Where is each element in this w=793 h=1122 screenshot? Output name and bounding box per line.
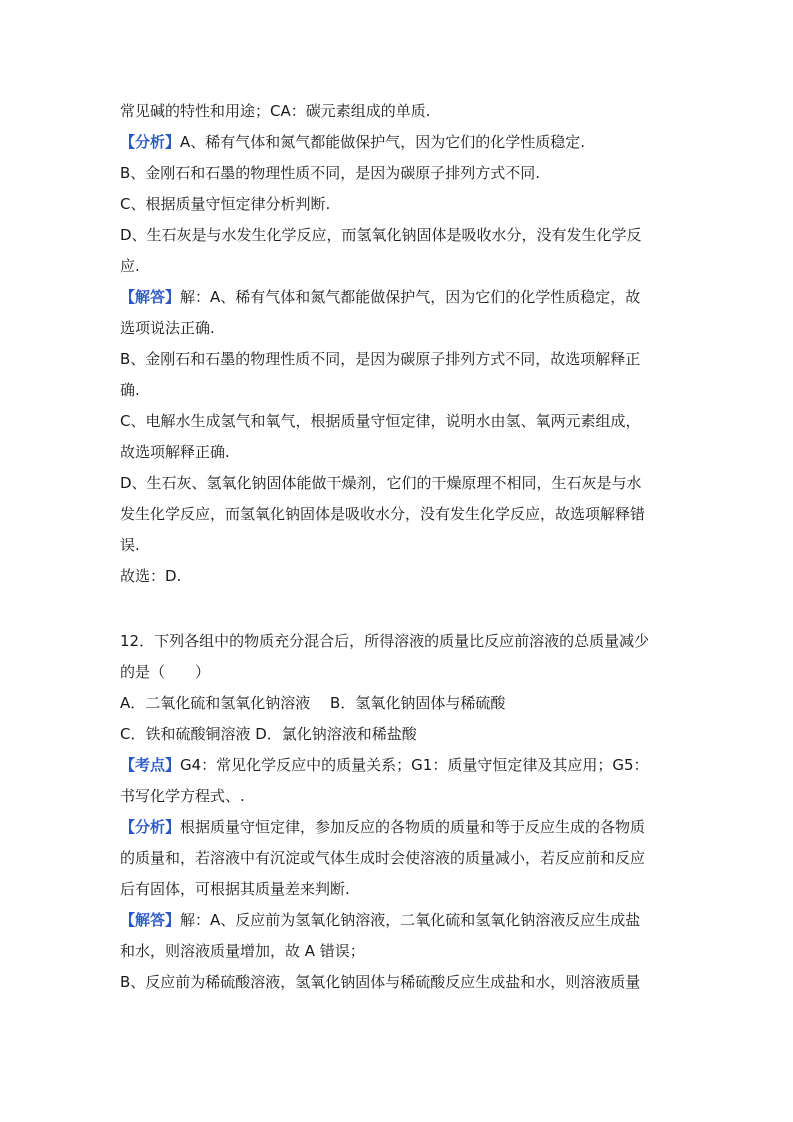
line-text: B、金刚石和石墨的物理性质不同，是因为碳原子排列方式不同. bbox=[120, 164, 541, 182]
line-text: 故选：D. bbox=[120, 567, 182, 585]
section-spacer bbox=[120, 592, 680, 623]
text-line bbox=[120, 812, 680, 843]
section-tag: 【考点】 bbox=[120, 756, 181, 774]
line-text: 书写化学方程式、. bbox=[120, 787, 245, 805]
line-text: 误. bbox=[120, 536, 140, 554]
text-line bbox=[120, 158, 680, 189]
text-line bbox=[120, 561, 680, 592]
line-text: D、生石灰是与水发生化学反应，而氢氧化钠固体是吸收水分，没有发生化学反 bbox=[120, 226, 642, 244]
line-text: 的质量和，若溶液中有沉淀或气体生成时会使溶液的质量减小，若反应前和反应 bbox=[120, 849, 646, 867]
text-line bbox=[120, 843, 680, 874]
text-line bbox=[120, 781, 680, 812]
section-tag: 【解答】 bbox=[120, 288, 181, 306]
option-line bbox=[120, 688, 680, 719]
question-12 bbox=[120, 626, 680, 998]
text-line bbox=[120, 936, 680, 967]
text-line bbox=[120, 499, 680, 530]
section-tag: 【解答】 bbox=[120, 911, 181, 929]
line-text: 解：A、反应前为氢氧化钠溶液，二氧化硫和氢氧化钠溶液反应生成盐 bbox=[180, 911, 641, 929]
line-text: A．二氧化硫和氢氧化钠溶液 B．氢氧化钠固体与稀硫酸 bbox=[120, 694, 506, 712]
line-text: 选项说法正确. bbox=[120, 319, 215, 337]
text-line bbox=[120, 189, 680, 220]
line-text: 解：A、稀有气体和氮气都能做保护气，因为它们的化学性质稳定，故 bbox=[180, 288, 641, 306]
text-line bbox=[120, 344, 680, 375]
line-text: G4：常见化学反应中的质量关系；G1：质量守恒定律及其应用；G5： bbox=[180, 756, 649, 774]
document-page bbox=[120, 96, 680, 998]
line-text: 故选项解释正确. bbox=[120, 443, 230, 461]
line-text: 应. bbox=[120, 257, 140, 275]
option-line bbox=[120, 719, 680, 750]
text-line bbox=[120, 657, 680, 688]
line-text: 常见碱的特性和用途；CA：碳元素组成的单质. bbox=[120, 102, 431, 120]
line-text: 发生化学反应，而氢氧化钠固体是吸收水分，没有发生化学反应，故选项解释错 bbox=[120, 505, 646, 523]
text-line bbox=[120, 626, 680, 657]
section-tag: 【分析】 bbox=[120, 818, 181, 836]
line-text: B、反应前为稀硫酸溶液，氢氧化钠固体与稀硫酸反应生成盐和水，则溶液质量 bbox=[120, 973, 641, 991]
line-text: B、金刚石和石墨的物理性质不同，是因为碳原子排列方式不同，故选项解释正 bbox=[120, 350, 641, 368]
text-line bbox=[120, 750, 680, 781]
line-text: 确. bbox=[120, 381, 140, 399]
text-line bbox=[120, 874, 680, 905]
line-text: 后有固体，可根据其质量差来判断. bbox=[120, 880, 350, 898]
text-line bbox=[120, 375, 680, 406]
line-text: C、根据质量守恒定律分析判断. bbox=[120, 195, 331, 213]
answer-section-q11 bbox=[120, 96, 680, 592]
line-text: 的是（ ） bbox=[120, 663, 211, 681]
text-line bbox=[120, 313, 680, 344]
line-text: 和水，则溶液质量增加，故 A 错误； bbox=[120, 942, 365, 960]
line-text: 根据质量守恒定律，参加反应的各物质的质量和等于反应生成的各物质 bbox=[180, 818, 646, 836]
text-line bbox=[120, 530, 680, 561]
line-text: C、电解水生成氢气和氧气，根据质量守恒定律，说明水由氢、氧两元素组成， bbox=[120, 412, 641, 430]
text-line bbox=[120, 437, 680, 468]
text-line bbox=[120, 282, 680, 313]
text-line bbox=[120, 406, 680, 437]
line-text: 12．下列各组中的物质充分混合后，所得溶液的质量比反应前溶液的总质量减少 bbox=[120, 632, 650, 650]
line-text: A、稀有气体和氮气都能做保护气，因为它们的化学性质稳定. bbox=[180, 133, 586, 151]
text-line bbox=[120, 905, 680, 936]
line-text: D、生石灰、氢氧化钠固体能做干燥剂，它们的干燥原理不相同，生石灰是与水 bbox=[120, 474, 642, 492]
text-line bbox=[120, 127, 680, 158]
text-line bbox=[120, 251, 680, 282]
text-line bbox=[120, 967, 680, 998]
text-line bbox=[120, 96, 680, 127]
section-tag: 【分析】 bbox=[120, 133, 181, 151]
text-line bbox=[120, 220, 680, 251]
line-text: C．铁和硫酸铜溶液 D．氯化钠溶液和稀盐酸 bbox=[120, 725, 417, 743]
text-line bbox=[120, 468, 680, 499]
